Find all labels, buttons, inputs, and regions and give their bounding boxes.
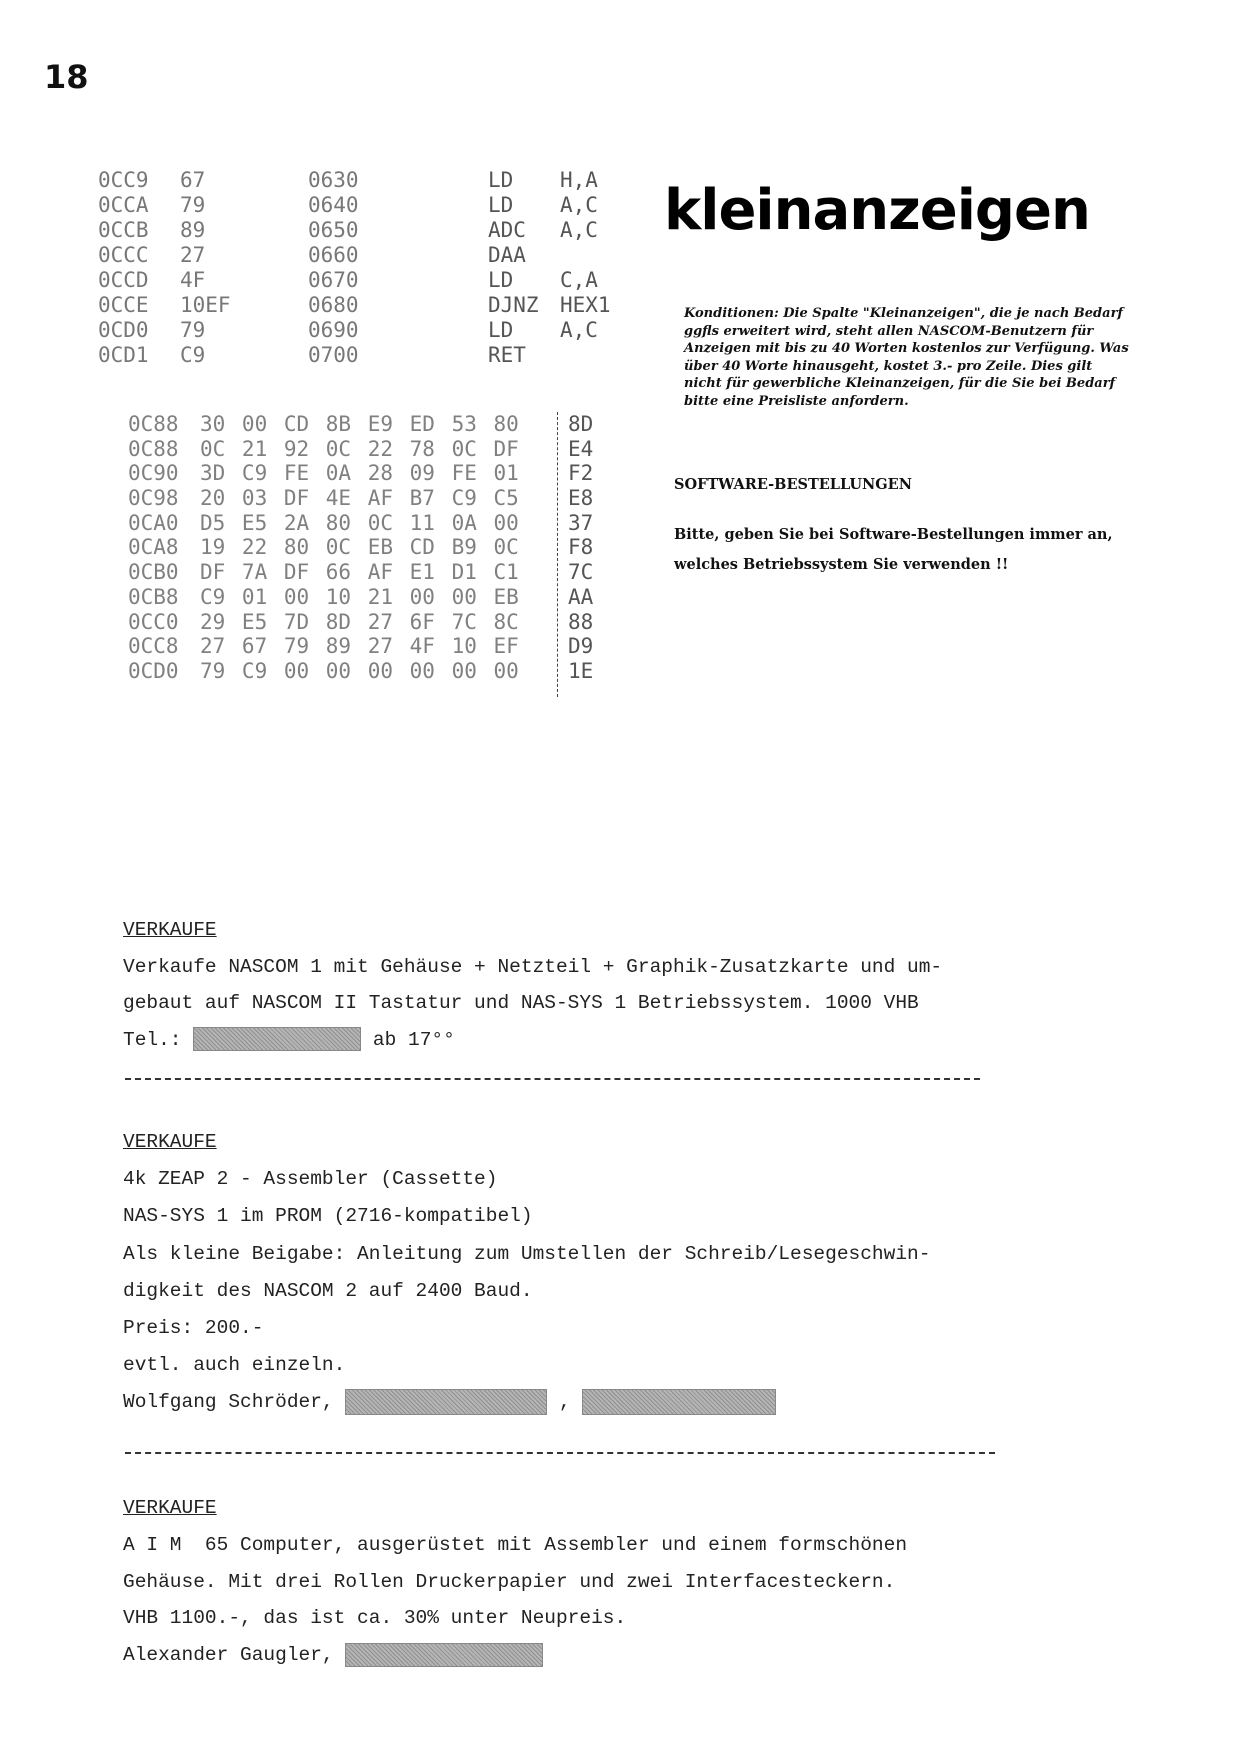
listing-address: 0CCD	[98, 268, 149, 292]
listing-line-number: 0680	[308, 293, 359, 317]
contact-name: Alexander Gaugler,	[123, 1644, 334, 1667]
hexdump-checksum: F8	[568, 535, 594, 560]
software-orders-heading: SOFTWARE-BESTELLUNGEN	[674, 476, 912, 493]
listing-line-number: 0650	[308, 218, 359, 242]
separator-line	[125, 1078, 980, 1080]
listing-operand: A,C	[560, 218, 598, 242]
phone-label: Tel.:	[123, 1028, 182, 1051]
hexdump-address: 0CA0	[128, 510, 179, 535]
phone-hours: ab 17°°	[372, 1028, 455, 1051]
section-title: kleinanzeigen	[664, 178, 1090, 243]
hexdump-checksum: 8D	[568, 412, 594, 436]
hexdump-bytes: 20 03 DF 4E AF B7 C9 C5	[200, 486, 519, 511]
listing-address: 0CCB	[98, 218, 149, 242]
listing-line-number: 0630	[308, 168, 359, 192]
hexdump-checksum: 1E	[568, 658, 594, 683]
ad-text-line: Als kleine Beigabe: Anleitung zum Umstellen der Schreib/Lesegeschwin-	[123, 1242, 931, 1265]
listing-address: 0CC9	[98, 168, 149, 192]
hexdump-bytes: 30 00 CD 8B E9 ED 53 80	[200, 412, 519, 436]
ad-heading: VERKAUFE	[123, 919, 217, 941]
hexdump-bytes: D5 E5 2A 80 0C 11 0A 00	[200, 510, 519, 535]
ad-text-line: 4k ZEAP 2 - Assembler (Cassette)	[123, 1168, 498, 1191]
listing-line-number: 0670	[308, 268, 359, 292]
hexdump-checksum: D9	[568, 634, 594, 659]
classified-ad	[123, 1490, 1023, 1674]
ad-contact-line	[123, 1637, 1023, 1674]
listing-opcode: RET	[488, 343, 526, 367]
ad-heading: VERKAUFE	[123, 1131, 217, 1153]
hexdump-bytes: C9 01 00 10 21 00 00 EB	[200, 584, 519, 609]
listing-line-number: 0640	[308, 193, 359, 217]
contact-separator: ,	[559, 1391, 571, 1414]
page-number: 18	[44, 58, 89, 96]
hexdump-bytes: 27 67 79 89 27 4F 10 EF	[200, 634, 519, 659]
ad-heading: VERKAUFE	[123, 1497, 217, 1519]
redacted-address	[345, 1389, 547, 1415]
hexdump-checksum: AA	[568, 584, 594, 609]
ad-text-line: evtl. auch einzeln.	[123, 1354, 346, 1377]
listing-operand: HEX1	[560, 293, 611, 317]
ad-contact-line	[123, 1384, 1023, 1421]
contact-name: Wolfgang Schröder,	[123, 1391, 334, 1414]
hexdump-checksum: E8	[568, 486, 594, 511]
listing-operand: H,A	[560, 168, 598, 192]
ad-text-line: digkeit des NASCOM 2 auf 2400 Baud.	[123, 1279, 533, 1302]
listing-address: 0CCA	[98, 193, 149, 217]
hexdump-bytes: DF 7A DF 66 AF E1 D1 C1	[200, 560, 519, 585]
listing-address: 0CD1	[98, 343, 149, 367]
hexdump-checksum: 7C	[568, 560, 594, 585]
ad-text-line: Gehäuse. Mit drei Rollen Druckerpapier und zwei Interfacesteckern.	[123, 1570, 896, 1593]
listing-bytes: 67	[180, 168, 206, 192]
hexdump-address: 0CC8	[128, 634, 179, 659]
hexdump-address: 0C88	[128, 436, 179, 461]
ad-text-line: NAS-SYS 1 im PROM (2716-kompatibel)	[123, 1205, 533, 1228]
listing-operand: A,C	[560, 318, 598, 342]
hexdump-checksum: 88	[568, 609, 594, 634]
hexdump-address: 0C98	[128, 486, 179, 511]
listing-opcode: LD	[488, 318, 514, 342]
hexdump-bytes: 19 22 80 0C EB CD B9 0C	[200, 535, 519, 560]
classified-ad	[123, 1124, 1023, 1422]
ad-text-line: Preis: 200.-	[123, 1317, 264, 1340]
conditions-text: Konditionen: Die Spalte "Kleinanzeigen", die je nach Bedarf ggfls erweitert wird, steht allen NASCOM-Benutzern für Anzeigen mit bis zu 40 Worten kostenlos zur Verfügung. Was über 40 Worte hinausgeht, kostet 3.- pro Zeile. Dies gilt nicht für gewerbliche Kleinanzeigen, für die Sie bei Bedarf bitte eine Preisliste anfordern.	[684, 306, 1129, 409]
listing-operand: C,A	[560, 268, 598, 292]
redacted-city	[582, 1389, 776, 1415]
listing-bytes: 10EF	[180, 293, 231, 317]
hexdump-address: 0CC0	[128, 609, 179, 634]
hexdump-bytes: 79 C9 00 00 00 00 00 00	[200, 658, 519, 683]
listing-line-number: 0690	[308, 318, 359, 342]
listing-operand: A,C	[560, 193, 598, 217]
listing-line-number: 0700	[308, 343, 359, 367]
hexdump-bytes: 29 E5 7D 8D 27 6F 7C 8C	[200, 609, 519, 634]
listing-bytes: 27	[180, 243, 206, 267]
hexdump-bytes: 3D C9 FE 0A 28 09 FE 01	[200, 461, 519, 486]
software-orders-text: Bitte, geben Sie bei Software-Bestellungen immer an, welches Betriebssystem Sie verwenden !!	[674, 526, 1113, 573]
hexdump-address: 0CA8	[128, 535, 179, 560]
ad-text-line: VHB 1100.-, das ist ca. 30% unter Neupreis.	[123, 1607, 627, 1630]
ad-text-line: A I M 65 Computer, ausgerüstet mit Assembler und einem formschönen	[123, 1533, 908, 1556]
hexdump-address: 0CB0	[128, 560, 179, 585]
classified-ad	[123, 912, 1023, 1058]
listing-opcode: LD	[488, 268, 514, 292]
listing-opcode: ADC	[488, 218, 526, 242]
listing-opcode: LD	[488, 193, 514, 217]
listing-bytes: 79	[180, 193, 206, 217]
hexdump-address: 0CD0	[128, 658, 179, 683]
checksum-divider	[557, 412, 559, 697]
hexdump-address: 0C88	[128, 412, 179, 436]
hexdump-bytes: 0C 21 92 0C 22 78 0C DF	[200, 436, 519, 461]
ad-text-line: Verkaufe NASCOM 1 mit Gehäuse + Netzteil + Graphik-Zusatzkarte und um-	[123, 955, 943, 978]
listing-bytes: 79	[180, 318, 206, 342]
listing-line-number: 0660	[308, 243, 359, 267]
hexdump-checksum: E4	[568, 436, 594, 461]
listing-bytes: C9	[180, 343, 206, 367]
separator-line	[125, 1452, 995, 1454]
hexdump-address: 0CB8	[128, 584, 179, 609]
listing-opcode: DAA	[488, 243, 526, 267]
ad-text-line: gebaut auf NASCOM II Tastatur und NAS-SYS 1 Betriebssystem. 1000 VHB	[123, 992, 919, 1014]
listing-bytes: 89	[180, 218, 206, 242]
listing-address: 0CD0	[98, 318, 149, 342]
listing-opcode: DJNZ	[488, 293, 539, 317]
redacted-address	[345, 1643, 543, 1667]
ad-contact-line	[123, 1022, 1023, 1059]
listing-address: 0CCC	[98, 243, 149, 267]
hexdump-address: 0C90	[128, 461, 179, 486]
hexdump-checksum: 37	[568, 510, 594, 535]
hexdump-checksum: F2	[568, 461, 594, 486]
redacted-phone	[193, 1027, 361, 1051]
listing-opcode: LD	[488, 168, 514, 192]
listing-bytes: 4F	[180, 268, 206, 292]
listing-address: 0CCE	[98, 293, 149, 317]
